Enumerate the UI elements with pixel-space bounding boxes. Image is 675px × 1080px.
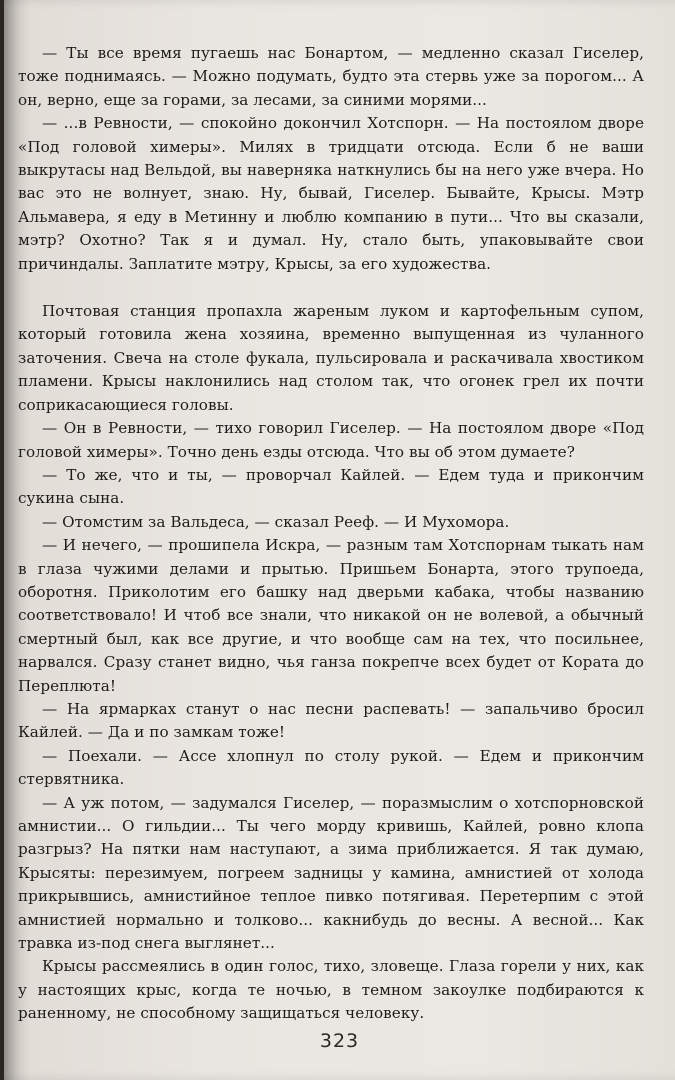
paragraph: — Поехали. — Ассе хлопнул по столу рукой. — Едем и прикончим стервятника.	[18, 746, 644, 789]
paragraph: — И нечего, — прошипела Искра, — разным там Хотспорнам тыкать нам в глаза чужими делами и прытью. Пришьем Бонарта, этого трупоеда, оборотня. Приколотим его башку над дверьми кабака, чтобы названию соответствовало! И чтоб все знали, что никакой он не волевой, а обычный смертный был, как все другие, и что вообще сам на тех, что посильнее, нарвался. Сразу станет видно, чья ганза покрепче всех будет от Кората до Переплюта!	[18, 536, 644, 695]
paragraph: — На ярмарках станут о нас песни распевать! — запальчиво бросил Кайлей. — Да и по замкам тоже!	[18, 699, 644, 742]
paragraph: — Он в Ревности, — тихо говорил Гиселер. — На постоялом дворе «Под головой химеры». Точно день езды отсюда. Что вы об этом думаете?	[18, 419, 644, 461]
book-page	[4, 0, 675, 1080]
page-number: 323	[319, 1030, 360, 1052]
paragraph: Почтовая станция пропахла жареным луком и картофельным супом, который готовила жена хозяина, временно выпущенная из чуланного заточения. Свеча на столе фукала, пульсировала и раскачивала хвостиком пламени. Крысы наклонились над столом так, что огонек грел их почти соприкасающиеся головы.	[18, 302, 644, 414]
paragraph: — А уж потом, — задумался Гиселер, — поразмыслим о хотспорновской амнистии... О гильдии... Ты чего морду кривишь, Кайлей, ровно клопа разгрыз? На пятки нам наступают, а зима приближается. Я так думаю, Крысяты: перезимуем, погреем задницы у камина, амнистией от холода прикрывшись, амнистийное теплое пивко потягивая. Перетерпим с этой амнистией нормально и толково... какнибудь до весны. А весной... Как травка из-под снега выглянет...	[18, 793, 644, 953]
paragraph: — Ты все время пугаешь нас Бонартом, — медленно сказал Гиселер, тоже поднимаясь. — Можно подумать, будто эта стервь уже за порогом... А он, верно, еще за горами, за лесами, за синими морями...	[18, 44, 644, 109]
paragraph: Крысы рассмеялись в один голос, тихо, зловеще. Глаза горели у них, как у настоящих крыс, когда те ночью, в темном закоулке подбираются к раненному, не способному защищаться человеку.	[18, 957, 644, 1023]
paragraph: — То же, что и ты, — проворчал Кайлей. — Едем туда и прикончим сукина сына.	[18, 465, 644, 508]
page-body-text	[18, 42, 644, 1026]
paragraph: — Отомстим за Вальдеса, — сказал Рееф. — И Мухомора.	[42, 512, 510, 531]
paragraph: — ...в Ревности, — спокойно докончил Хотспорн. — На постоялом дворе «Под головой химеры». Милях в тридцати отсюда. Если б не ваши выкрутасы над Вельдой, вы наверняка наткнулись бы на него уже вчера. Но вас это не волнует, знаю. Ну, бывай, Гиселер. Бывайте, Крысы. Мэтр Альмавера, я еду в Метинну и люблю компанию в пути... Что вы сказали, мэтр? Охотно? Так я и думал. Ну, стало быть, упаковывайте свои причиндалы. Заплатите мэтру, Крысы, за его художества.	[18, 114, 644, 273]
